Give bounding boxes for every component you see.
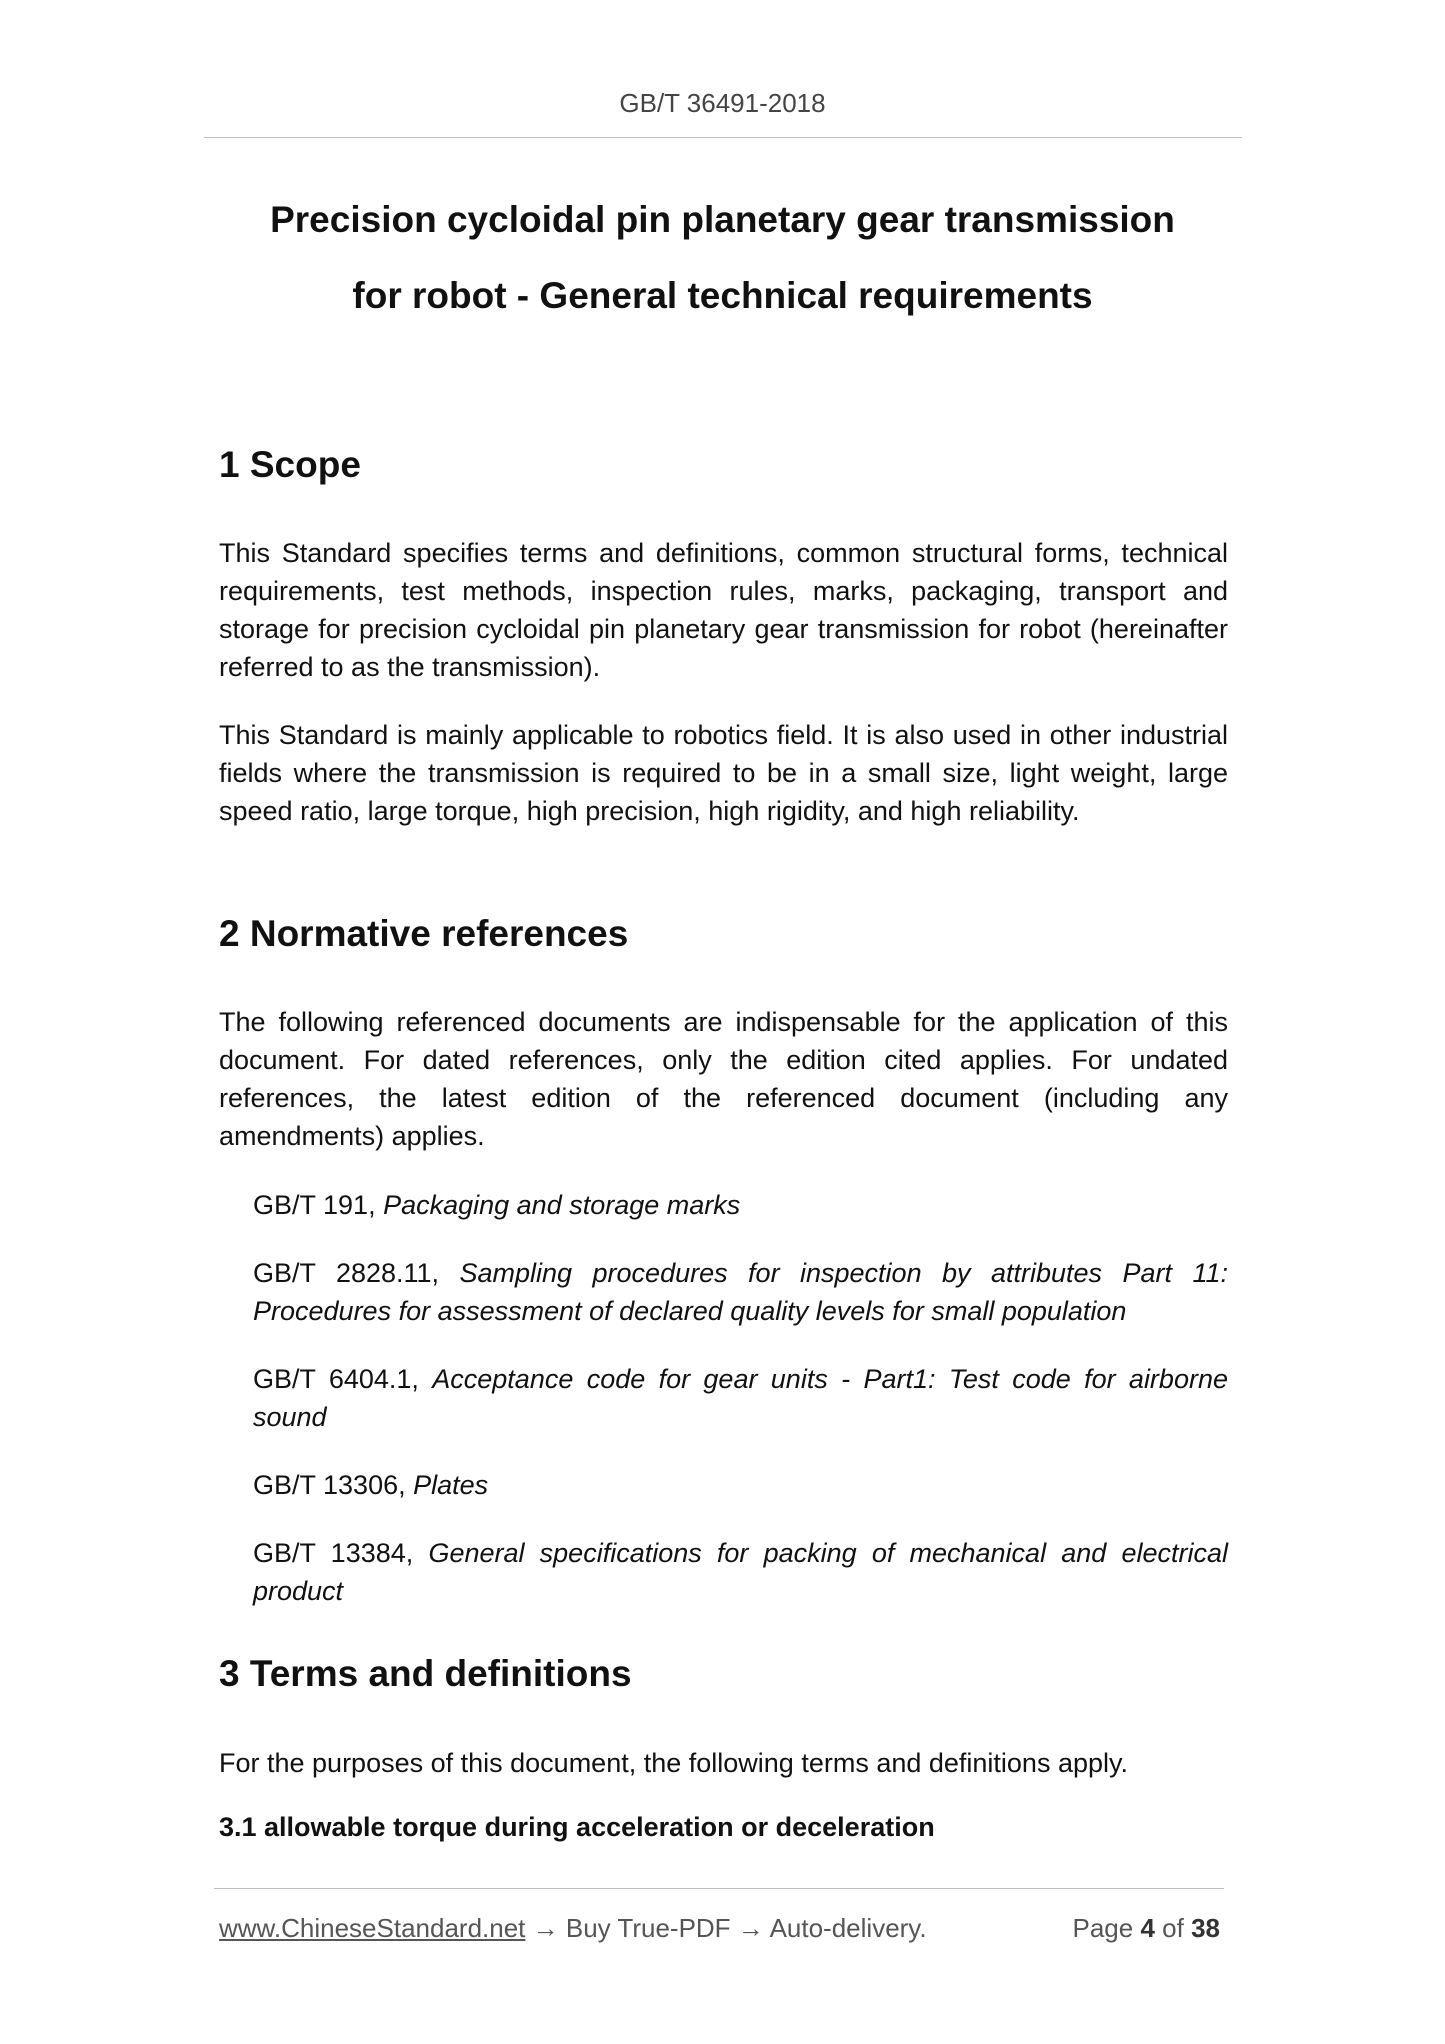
reference-item	[253, 1534, 1228, 1610]
footer-website-link[interactable]: www.ChineseStandard.net	[219, 1913, 526, 1943]
page-total: 38	[1191, 1913, 1220, 1943]
header-standard-code: GB/T 36491-2018	[619, 88, 826, 118]
reference-item	[253, 1360, 1228, 1436]
reference-code: GB/T 2828.11,	[253, 1258, 460, 1288]
section-heading-terms: 3 Terms and definitions	[219, 1653, 632, 1694]
reference-title: Acceptance code for gear units - Part1: Test code for airborne sound	[253, 1364, 1228, 1432]
reference-code: GB/T 13384,	[253, 1538, 429, 1568]
page-number: 4	[1140, 1913, 1155, 1943]
term-heading-3-1: 3.1 allowable torque during acceleration or deceleration	[219, 1812, 935, 1842]
header-divider	[204, 137, 1242, 138]
reference-code: GB/T 6404.1,	[253, 1364, 433, 1394]
normative-intro: The following referenced documents are indispensable for the application of this document. For dated references, only the edition cited applies. For undated references, the latest edition of the referenced document (including any amendments) applies.	[219, 1007, 1228, 1151]
of-label: of	[1162, 1913, 1184, 1943]
reference-item	[253, 1466, 1228, 1504]
footer-divider	[214, 1888, 1224, 1889]
reference-code: GB/T 191,	[253, 1190, 384, 1220]
page-footer	[219, 1913, 1228, 1944]
page-indicator	[1072, 1913, 1220, 1944]
reference-code: GB/T 13306,	[253, 1470, 414, 1500]
title-line-1: Precision cycloidal pin planetary gear transmission	[270, 199, 1175, 240]
document-title	[200, 182, 1245, 334]
scope-paragraph-2: This Standard is mainly applicable to robotics field. It is also used in other industrial fields where the transmission is required to be in a small size, light weight, large speed ratio, large torque, high precision, high rigidity, and high reliability.	[219, 720, 1228, 826]
title-line-2: for robot - General technical requirements	[352, 275, 1093, 316]
reference-item	[253, 1186, 1228, 1224]
reference-title: Plates	[413, 1470, 489, 1500]
reference-title: General specifications for packing of mechanical and electrical product	[253, 1538, 1228, 1606]
section-heading-normative-references: 2 Normative references	[219, 913, 629, 954]
reference-title: Sampling procedures for inspection by attributes Part 11: Procedures for assessment of declared quality levels for small population	[253, 1258, 1228, 1326]
section-heading-scope: 1 Scope	[219, 444, 361, 485]
reference-item	[253, 1254, 1228, 1330]
scope-paragraph-1: This Standard specifies terms and definitions, common structural forms, technical requirements, test methods, inspection rules, marks, packaging, transport and storage for precision cycloidal pin planetary gear transmission for robot (hereinafter referred to as the transmission).	[219, 538, 1228, 682]
reference-title: Packaging and storage marks	[383, 1190, 741, 1220]
footer-promo-text: → Buy True-PDF → Auto-delivery.	[525, 1913, 927, 1943]
terms-intro: For the purposes of this document, the following terms and definitions apply.	[219, 1748, 1128, 1778]
page-label: Page	[1072, 1913, 1134, 1943]
